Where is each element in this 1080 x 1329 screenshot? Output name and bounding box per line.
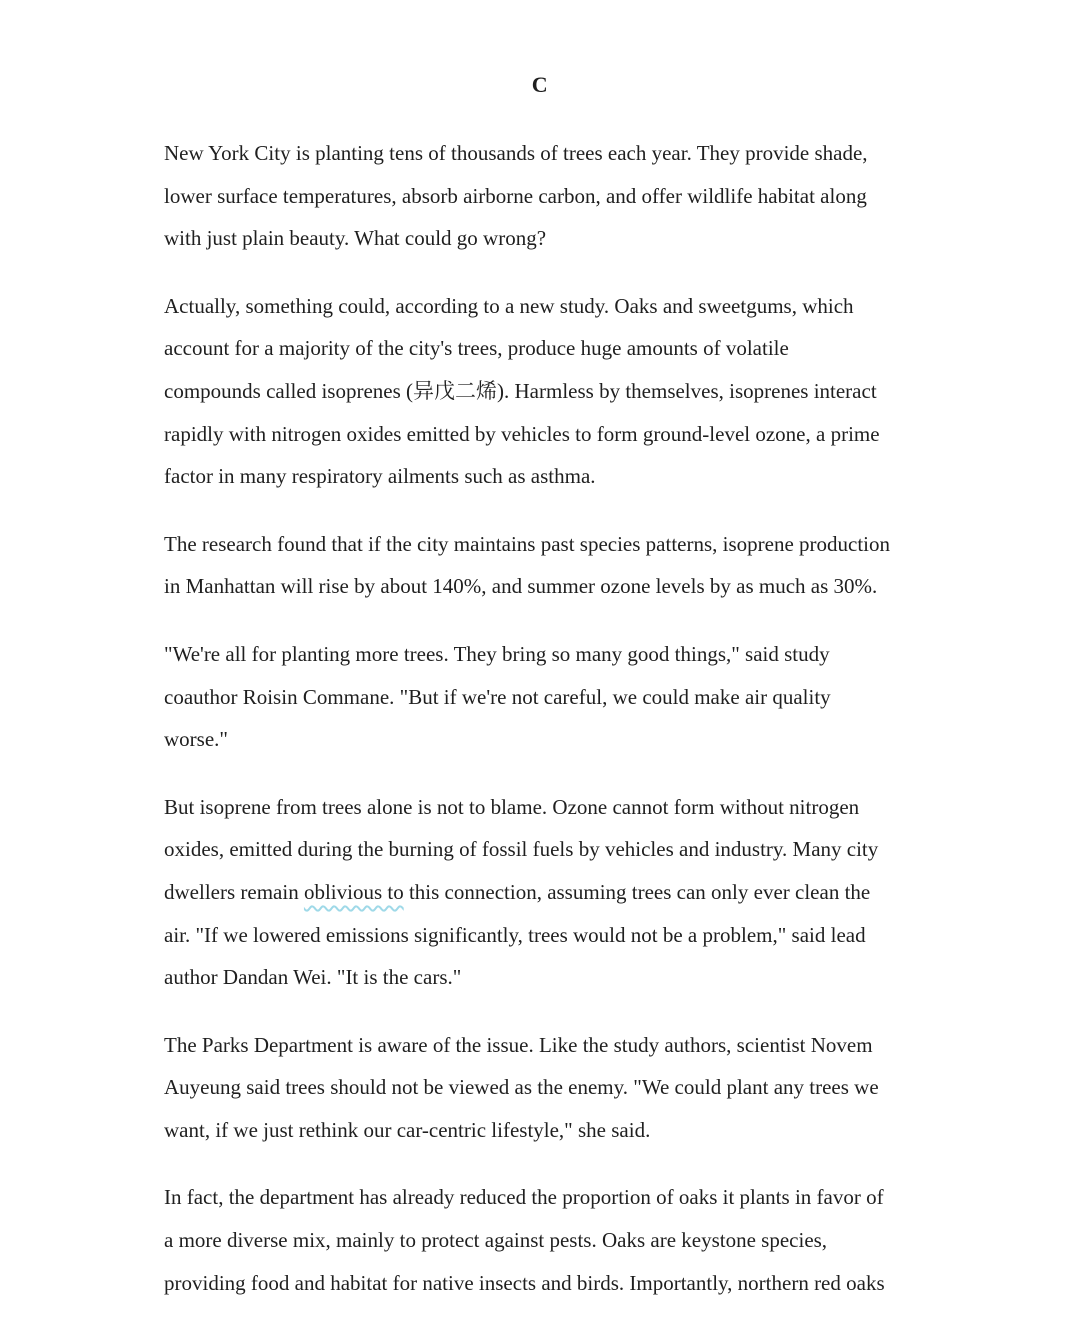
paragraph-7 [164, 1176, 924, 1304]
text-line: Auyeung said trees should not be viewed as the enemy. "We could plant any trees we [164, 1075, 879, 1100]
text-line: Actually, something could, according to a new study. Oaks and sweetgums, which [164, 293, 854, 318]
text-line: But isoprene from trees alone is not to blame. Ozone cannot form without nitrogen [164, 794, 860, 819]
text-line: factor in many respiratory ailments such as asthma. [164, 464, 596, 489]
text-line: rapidly with nitrogen oxides emitted by vehicles to form ground-level ozone, a prime [164, 421, 880, 446]
text-line: in Manhattan will rise by about 140%, and summer ozone levels by as much as 30%. [164, 574, 878, 599]
text-line: oxides, emitted during the burning of fossil fuels by vehicles and industry. Many city [164, 837, 879, 862]
text-line: author Dandan Wei. "It is the cars." [164, 965, 462, 990]
text-segment: this connection, assuming trees can only ever clean the [403, 879, 871, 904]
paragraph-4 [164, 633, 924, 761]
paragraph-3 [164, 523, 924, 608]
text-line: a more diverse mix, mainly to protect against pests. Oaks are keystone species, [164, 1228, 828, 1253]
text-line: want, if we just rethink our car-centric lifestyle," she said. [164, 1117, 651, 1142]
paragraph-6 [164, 1024, 924, 1152]
highlighted-phrase: oblivious to [303, 879, 404, 904]
text-line: "We're all for planting more trees. They bring so many good things," said study [164, 641, 830, 666]
text-line: lower surface temperatures, absorb airborne carbon, and offer wildlife habitat along [164, 183, 867, 208]
text-line: The research found that if the city maintains past species patterns, isoprene production [164, 531, 891, 556]
text-line: The Parks Department is aware of the issue. Like the study authors, scientist Novem [164, 1032, 873, 1057]
text-line: with just plain beauty. What could go wrong? [164, 226, 547, 251]
text-line: In fact, the department has already reduced the proportion of oaks it plants in favor of [164, 1185, 884, 1210]
text-line: New York City is planting tens of thousands of trees each year. They provide shade, [164, 141, 868, 165]
article-body [164, 132, 924, 1329]
section-heading: C [531, 72, 549, 97]
paragraph-2 [164, 285, 924, 498]
text-line: compounds called isoprenes (异戊二烯). Harmless by themselves, isoprenes interact [164, 378, 877, 403]
paragraph-5 [164, 786, 924, 999]
text-line: worse." [164, 727, 228, 752]
text-line: coauthor Roisin Commane. "But if we're not careful, we could make air quality [164, 684, 831, 709]
text-segment: dwellers remain [164, 879, 304, 904]
text-line: air. "If we lowered emissions significantly, trees would not be a problem," said lead [164, 922, 866, 947]
text-line: account for a majority of the city's trees, produce huge amounts of volatile [164, 336, 789, 361]
text-line: providing food and habitat for native insects and birds. Importantly, northern red oaks [164, 1270, 885, 1295]
text-line-with-highlight [164, 871, 924, 914]
paragraph-1 [164, 132, 924, 260]
